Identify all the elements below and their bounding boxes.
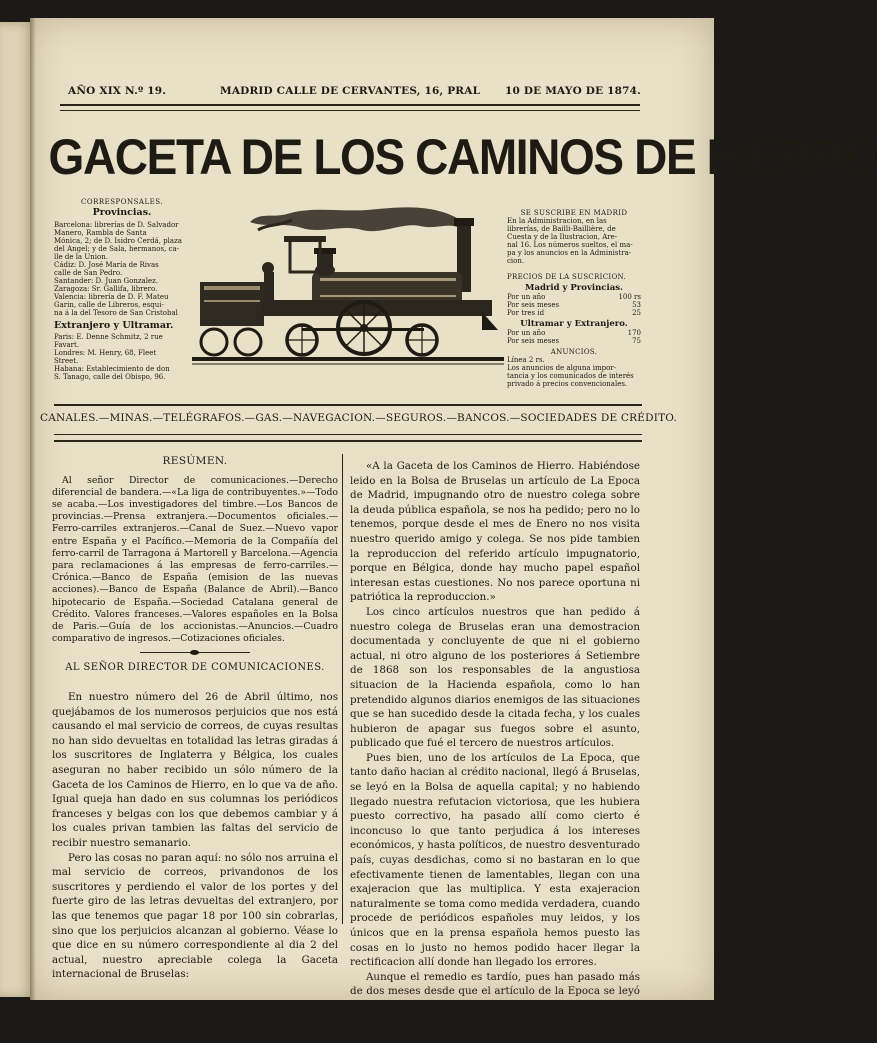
ads-line: Línea 2 rs. (507, 356, 545, 364)
price-row (507, 301, 641, 309)
price-value: 25 (632, 309, 641, 317)
correspondent-line: na á la del Tesoro de San Cristobal (54, 309, 178, 317)
price-label: Por tres id (507, 309, 545, 317)
article-paragraph: Pero las cosas no paran aquí: no sólo nos arruina el mal servicio de correos, privandonos de los suscritores y perdiendo el valor de los portes y del fuerte giro de las letras devueltas del extranjero, por las que tenemos que pagar 18 por 100 sin cobrarlas, sino que los perjuicios alcanzan al gobierno. Véase lo que dice en su número correspondiente al dia 2 del actual, nuestro apreciable colega la Gaceta internacional de Bruselas: (52, 851, 338, 981)
issue-number: AÑO XIX N.º 19. (68, 85, 167, 97)
sections-rule-bottom-thick (54, 440, 642, 442)
price-value: 100 rs (618, 293, 641, 301)
provinces-heading: Provincias. (92, 207, 152, 218)
price-value: 170 (627, 329, 641, 337)
price-row (507, 337, 641, 345)
price-label: Por seis meses (507, 337, 560, 345)
subscribe-line: Cuesta y de la Ilustracion, Are- (507, 233, 618, 241)
correspondent-line: Cádiz: D. José María de Rivas (54, 261, 159, 269)
correspondent-line: Valencia: librería de D. F. Mateu Garin, calle de Libreros, esqui- (54, 293, 169, 309)
subscribe-line: nal 16. Los números sueltos, el ma- (507, 241, 633, 249)
summary-text: Al señor Director de comunicaciones.—Derecho diferencial de bandera.—«La liga de contribuyentes.»—Todo se acaba.—Los investigadores del timbre.—Los Bancos de provincias.—Prensa extranjera.—Documentos oficiales.—Ferro-carriles extranjeros.—Canal de Suez.—Nuevo vapor entre España y el Pacífico.—Memoria de la Compañía del ferro-carril de Tarragona á Martorell y Barcelona.—Agencia para reclamaciones á las empresas de ferro-carriles.—Crónica.—Banco de España (emision de las nuevas acciones).—Banco de España (Balance de Abril).—Banco hipotecario de España.—Sociedad Catalana general de Crédito. Valores franceses.—Valores españoles en la Bolsa de Paris.—Guía de los accionistas.—Anuncios.—Cuadro comparativo de ingresos.—Cotizaciones oficiales. (52, 474, 338, 645)
article-paragraph: En nuestro número del 26 de Abril último, nos quejábamos de los numerosos perjuicios que nos está causando el mal servicio de correos, de cuyas resultas no han sido devueltas en totalidad las letras giradas á los suscritores de Inglaterra y Bélgica, los cuales aseguran no haber recibido un sólo número de la Gaceta de los Caminos de Hierro, en lo que va de año. Igual queja han dado en sus columnas los periódicos franceses y belgas con los que debemos cambiar y á los cuales privan tambien las faltas del servicio de recibir nuestro semanario. (52, 691, 338, 849)
correspondents-heading: CORRESPONSALES. (81, 198, 163, 206)
article-paragraph: Aunque el remedio es tardío, pues han pasado más de dos meses desde que el artículo de la Epoca se leyó en la Bolsa de Bruselas, hemos intentado remediarlo en parte remitiendo nuestros cinco artículos bajo sobre y certifica- (350, 970, 640, 1042)
correspondent-line: Favart. (54, 341, 80, 349)
correspondent-line: del Angel; y de Sala, hermanos, ca- (54, 245, 179, 253)
article-heading: AL SEÑOR DIRECTOR DE COMUNICACIONES. (65, 662, 325, 674)
correspondent-line: Santander: D. Juan Gonzalez. (54, 277, 159, 285)
left-column (52, 454, 338, 982)
subscribe-line: librerías, de Bailli-Baillière, de (507, 225, 616, 233)
subscription-box (507, 209, 641, 388)
correspondents-box (54, 198, 190, 381)
price-value: 53 (632, 301, 641, 309)
correspondent-line: Habana: Establecimiento de don (54, 365, 170, 373)
ads-line: Los anuncios de alguna impor- (507, 364, 617, 372)
price-label: Por un año (507, 293, 546, 301)
price-row (507, 309, 641, 317)
madrid-prices-heading: Madrid y Provincias. (525, 283, 623, 293)
correspondent-line: S. Tanago, calle del Obispo, 96. (54, 373, 166, 381)
subscribe-line: cion. (507, 257, 525, 265)
subscribe-line: En la Administracion, en las (507, 217, 607, 225)
subscribe-line: pa y los anuncios en la Administra- (507, 249, 632, 257)
abroad-heading: Extranjero y Ultramar. (54, 320, 174, 331)
publisher-address: MADRID CALLE DE CERVANTES, 16, PRAL (220, 85, 481, 97)
ornament-dot (190, 650, 199, 655)
sections-rule-top (54, 404, 642, 406)
masthead-rule-top-thin (60, 110, 640, 111)
price-row (507, 329, 641, 337)
correspondent-line: Barcelona: librerías de D. Salvador Manero, Rambla de Santa (54, 221, 179, 237)
adjacent-page-edge (0, 22, 34, 997)
correspondent-line: lle de la Union. (54, 253, 108, 261)
page-gutter-shadow (30, 18, 36, 1000)
price-row (507, 293, 641, 301)
price-label: Por un año (507, 329, 546, 337)
issue-date: 10 DE MAYO DE 1874. (505, 85, 642, 97)
prices-heading: PRECIOS DE LA SUSCRICION. (507, 273, 626, 281)
correspondent-line: Londres: M. Henry, 68, Fleet (54, 349, 157, 357)
column-divider (342, 454, 343, 924)
correspondent-line: calle de San Pedro. (54, 269, 123, 277)
correspondent-line: Mónica, 2; de D. Isidro Cerdá, plaza (54, 237, 182, 245)
ads-heading: ANUNCIOS. (550, 348, 598, 356)
locomotive-illustration (192, 200, 504, 372)
right-column (350, 459, 640, 1043)
correspondent-line: Zaragoza: Sr. Gallifa, librero. (54, 285, 158, 293)
price-value: 75 (632, 337, 641, 345)
price-label: Por seis meses (507, 301, 560, 309)
masthead-rule-top (60, 104, 640, 106)
subscribe-heading: SE SUSCRIBE EN MADRID (520, 209, 628, 217)
newspaper-title: GACETA DE LOS CAMINOS DE HIERRO (48, 129, 877, 185)
correspondent-line: Street. (54, 357, 79, 365)
quoted-letter: «A la Gaceta de los Caminos de Hierro. Habiéndose leido en la Bolsa de Bruselas un artículo de La Epoca de Madrid, impugnando otro de nuestro colega sobre la deuda pública española, se nos ha pedido; pero no lo tenemos, porque desde el mes de Enero no nos visita nuestro querido amigo y colega. Se nos pide tambien la reproduccion del referido artículo impugnatorio, porque en Bélgica, donde hay mucho papel español interesan estas cuestiones. No nos parece oportuna ni patriótica la reproduccion.» (350, 460, 640, 604)
ads-line: tancia y los comunicados de interés (507, 372, 634, 380)
article-paragraph: Los cinco artículos nuestros que han pedido á nuestro colega de Bruselas eran una demostracion documentada y concluyente de que ni el gobierno actual, ni otro alguno de los posteriores á Setiembre de 1868 son los responsables de la angustiosa situacion de la Hacienda española, como lo han pretendido algunos diarios enemigos de las situaciones que se han sucedido desde la citada fecha, y los cuales hubieron de apagar sus fuegos sobre el asunto, publicado que fué el tercero de nuestros artículos. (350, 605, 640, 750)
sections-rule-bottom (54, 434, 642, 435)
abroad-prices-heading: Ultramar y Extranjero. (520, 319, 628, 329)
summary-heading: RESÚMEN. (162, 455, 228, 467)
ads-line: privado á precios convencionales. (507, 380, 628, 388)
sections-bar: CANALES.—MINAS.—TELÉGRAFOS.—GAS.—NAVEGACION.—SEGUROS.—BANCOS.—SOCIEDADES DE CRÉDITO. (40, 412, 678, 424)
correspondent-line: Paris: E. Denne Schmitz, 2 rue (54, 333, 163, 341)
ornament-divider (52, 645, 338, 659)
article-paragraph: Pues bien, uno de los artículos de La Epoca, que tanto daño hacian al crédito nacional, llegó á Bruselas, se leyó en la Bolsa de aquella capital; y no habiendo llegado nuestra refutacion victoriosa, que les hubiera puesto correctivo, ha pasado allí como cierto é inconcuso lo que tanto perjudica á los intereses económicos, y hasta políticos, de nuestro desventurado país, cuyas desdichas, como si no bastaran en lo que efectivamente tienen de lamentables, llegan con una exajeracion que las multiplica. Y esta exajeracion naturalmente se toma como medida verdadera, cuando procede de periódicos españoles muy leidos, y los únicos que en la prensa española hemos puesto las cosas en lo justo no hemos podido hacer llegar la rectificacion allí donde han llegado los errores. (350, 751, 640, 969)
